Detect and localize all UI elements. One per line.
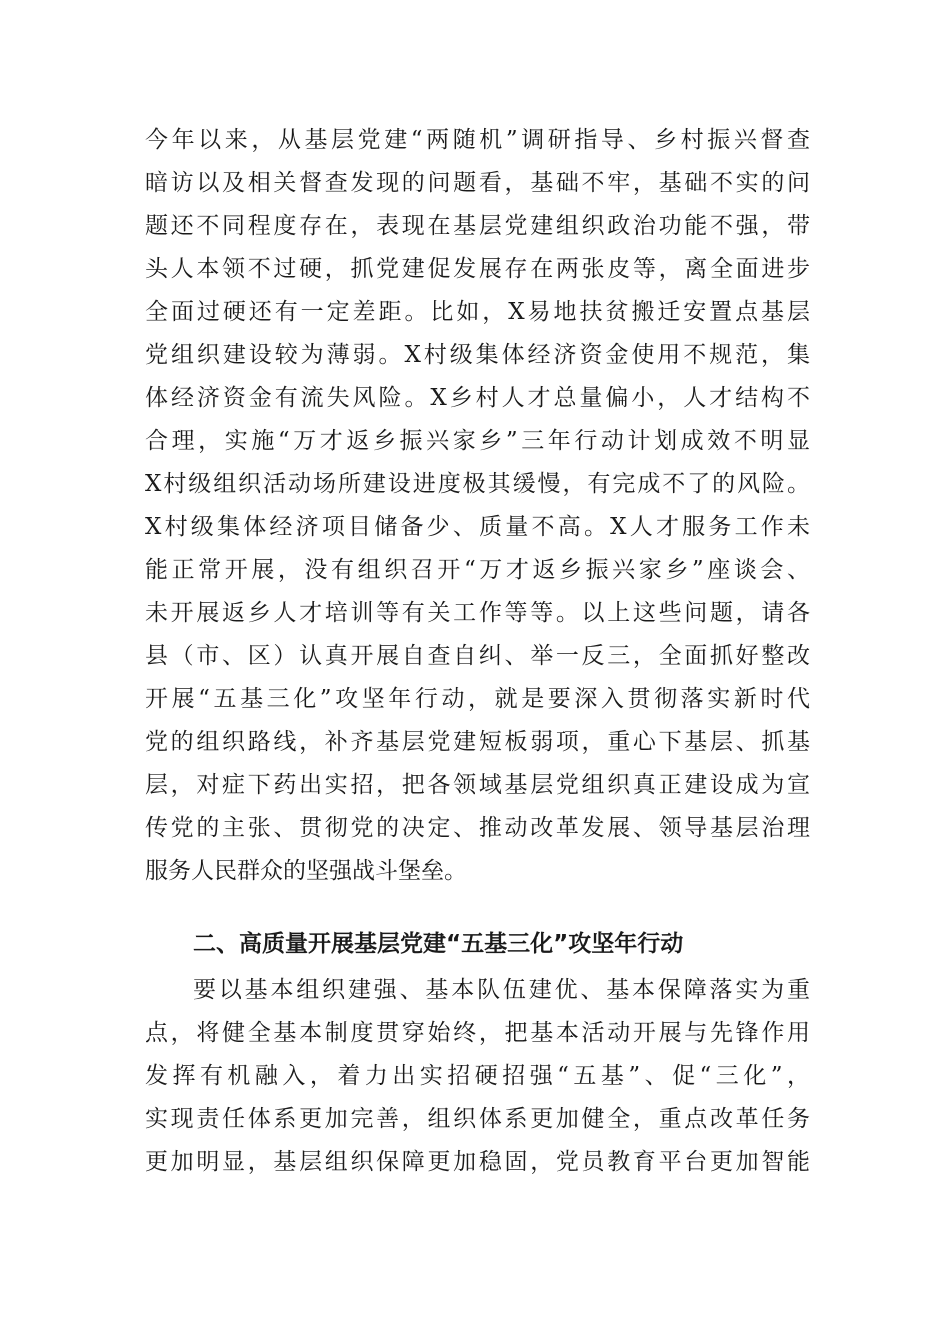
paragraph-line: 传党的主张、贯彻党的决定、推动改革发展、领导基层治理 bbox=[145, 815, 810, 841]
section-heading: 二、高质量开展基层党建“五基三化”攻坚年行动 bbox=[193, 931, 684, 957]
paragraph-line: 未开展返乡人才培训等有关工作等等。以上这些问题，请各 bbox=[145, 600, 810, 626]
paragraph-line: 开展“五基三化”攻坚年行动，就是要深入贯彻落实新时代 bbox=[145, 686, 810, 712]
paragraph-line: 题还不同程度存在，表现在基层党建组织政治功能不强，带 bbox=[145, 213, 810, 239]
paragraph-line: 党的组织路线，补齐基层党建短板弱项，重心下基层、抓基 bbox=[145, 729, 810, 755]
paragraph-line: 实现责任体系更加完善，组织体系更加健全，重点改革任务 bbox=[145, 1106, 810, 1132]
paragraph-line: 暗访以及相关督查发现的问题看，基础不牢，基础不实的问 bbox=[145, 170, 810, 196]
paragraph-line: 点，将健全基本制度贯穿始终，把基本活动开展与先锋作用 bbox=[145, 1020, 810, 1046]
paragraph-line: 合理，实施“万才返乡振兴家乡”三年行动计划成效不明显 bbox=[145, 428, 810, 454]
paragraph-line: 全面过硬还有一定差距。比如，X易地扶贫搬迁安置点基层 bbox=[145, 299, 810, 325]
paragraph-line: 体经济资金有流失风险。X乡村人才总量偏小，人才结构不 bbox=[145, 385, 810, 411]
paragraph-line: 要以基本组织建强、基本队伍建优、基本保障落实为重 bbox=[193, 977, 810, 1003]
paragraph-line: 头人本领不过硬，抓党建促发展存在两张皮等，离全面进步 bbox=[145, 256, 810, 282]
paragraph-line: X村级组织活动场所建设进度极其缓慢，有完成不了的风险。 bbox=[145, 471, 810, 497]
paragraph-line: 能正常开展，没有组织召开“万才返乡振兴家乡”座谈会、 bbox=[145, 557, 810, 583]
paragraph-line: 服务人民群众的坚强战斗堡垒。 bbox=[145, 858, 467, 884]
paragraph-line: X村级集体经济项目储备少、质量不高。X人才服务工作未 bbox=[145, 514, 810, 540]
paragraph-line: 党组织建设较为薄弱。X村级集体经济资金使用不规范，集 bbox=[145, 342, 810, 368]
paragraph-line: 层，对症下药出实招，把各领域基层党组织真正建设成为宣 bbox=[145, 772, 810, 798]
paragraph-line: 发挥有机融入，着力出实招硬招强“五基”、促“三化”， bbox=[145, 1063, 810, 1089]
paragraph-line: 今年以来，从基层党建“两随机”调研指导、乡村振兴督查 bbox=[145, 127, 810, 153]
paragraph-line: 县（市、区）认真开展自查自纠、举一反三，全面抓好整改 bbox=[145, 643, 810, 669]
paragraph-line: 更加明显，基层组织保障更加稳固，党员教育平台更加智能 bbox=[145, 1149, 810, 1175]
